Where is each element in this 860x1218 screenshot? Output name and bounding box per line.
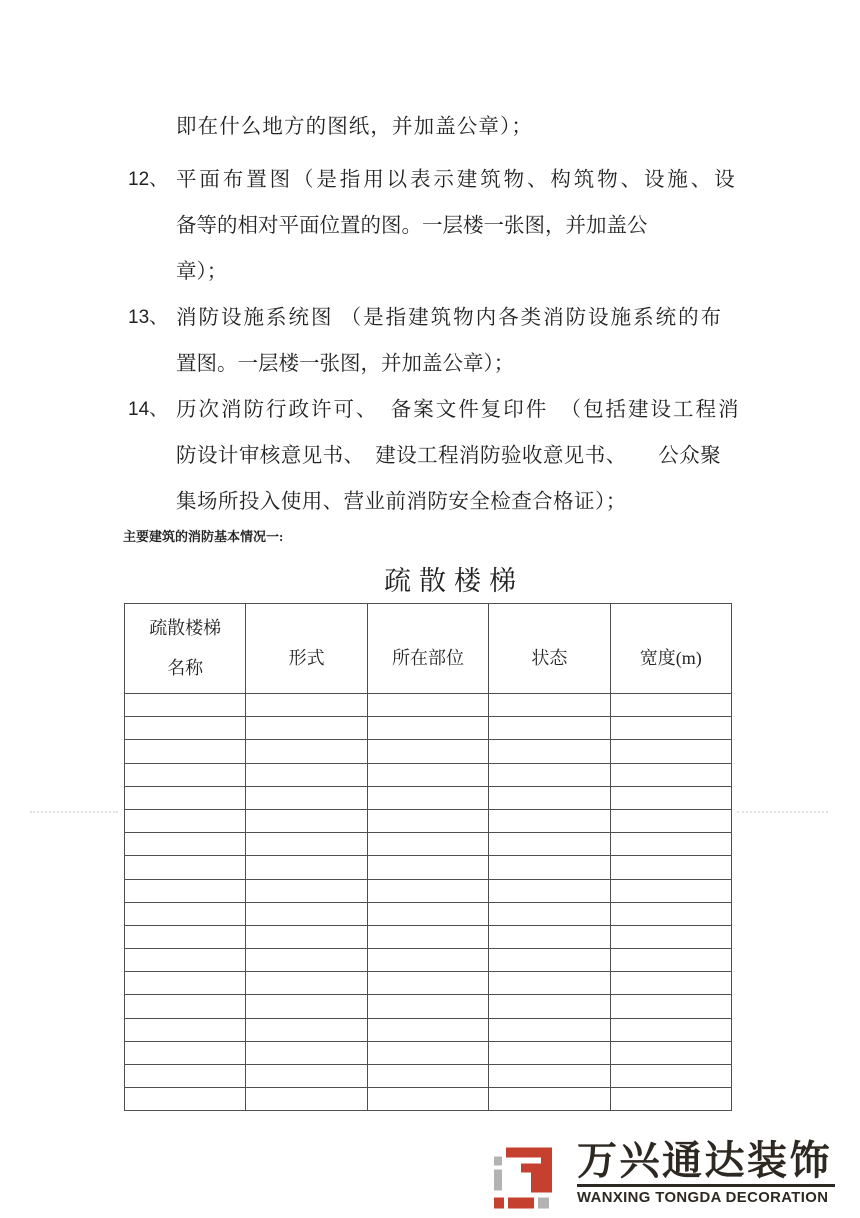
table-empty-row	[125, 1065, 732, 1088]
brand-name-cjk: 万兴通达装饰	[577, 1139, 832, 1183]
text-line: 备等的相对平面位置的图。一层楼一张图，并加盖公	[176, 215, 648, 237]
table-empty-cell	[489, 786, 610, 809]
table-empty-cell	[610, 925, 731, 948]
table-empty-cell	[246, 740, 367, 763]
table-empty-cell	[610, 949, 731, 972]
table-empty-cell	[610, 833, 731, 856]
table-empty-row	[125, 1088, 732, 1111]
evacuation-stairs-table	[124, 603, 732, 1111]
brand-logo-mark-icon	[493, 1144, 560, 1212]
table-empty-cell	[246, 1018, 367, 1041]
table-empty-cell	[125, 740, 246, 763]
table-empty-cell	[125, 925, 246, 948]
table-empty-row	[125, 995, 732, 1018]
list-number: 13、	[128, 307, 169, 328]
table-empty-row	[125, 786, 732, 809]
list-item-text	[176, 387, 741, 525]
table-empty-cell	[367, 856, 488, 879]
table-empty-cell	[125, 833, 246, 856]
table-empty-cell	[367, 786, 488, 809]
list-item-text	[176, 295, 723, 387]
table-empty-cell	[125, 856, 246, 879]
table-empty-cell	[367, 717, 488, 740]
text-line: 置图。一层楼一张图，并加盖公章）；	[176, 353, 515, 375]
table-empty-cell	[489, 694, 610, 717]
table-empty-cell	[246, 1065, 367, 1088]
table-empty-cell	[489, 1041, 610, 1064]
numbered-list	[128, 104, 768, 525]
table-empty-cell	[610, 1088, 731, 1111]
table-empty-cell	[610, 902, 731, 925]
table-empty-row	[125, 949, 732, 972]
table-empty-cell	[246, 856, 367, 879]
table-empty-row	[125, 763, 732, 786]
table-empty-row	[125, 925, 732, 948]
table-empty-cell	[125, 972, 246, 995]
brand-logo	[493, 1140, 835, 1212]
table-empty-row	[125, 879, 732, 902]
table-empty-cell	[610, 717, 731, 740]
table-empty-cell	[246, 925, 367, 948]
brand-logo-text	[577, 1140, 835, 1206]
table-empty-row	[125, 717, 732, 740]
table-empty-cell	[246, 763, 367, 786]
table-empty-row	[125, 902, 732, 925]
table-empty-cell	[246, 902, 367, 925]
table-empty-row	[125, 856, 732, 879]
table-empty-cell	[610, 995, 731, 1018]
table-empty-cell	[125, 1041, 246, 1064]
table-empty-cell	[367, 925, 488, 948]
text-line: 章）；	[176, 261, 228, 283]
table-empty-cell	[610, 763, 731, 786]
table-empty-cell	[489, 995, 610, 1018]
text-line: 即在什么地方的图纸，并加盖公章）；	[176, 116, 533, 138]
table-empty-cell	[610, 1065, 731, 1088]
table-empty-cell	[367, 763, 488, 786]
table-empty-cell	[489, 949, 610, 972]
table-empty-cell	[610, 856, 731, 879]
table-empty-row	[125, 1018, 732, 1041]
table-empty-cell	[367, 972, 488, 995]
table-empty-cell	[367, 949, 488, 972]
table-header-row	[125, 604, 732, 694]
table-empty-row	[125, 809, 732, 832]
table-empty-cell	[246, 717, 367, 740]
table-empty-cell	[125, 1018, 246, 1041]
text-line: 防设计审核意见书、 建设工程消防验收意见书、 公众聚	[176, 445, 722, 467]
table-empty-cell	[246, 833, 367, 856]
table-empty-cell	[367, 809, 488, 832]
table-empty-cell	[610, 879, 731, 902]
list-number: 14、	[128, 399, 169, 420]
table-empty-cell	[489, 833, 610, 856]
table-empty-cell	[125, 1088, 246, 1111]
list-item-12	[128, 157, 768, 295]
table-empty-cell	[610, 809, 731, 832]
table-empty-row	[125, 694, 732, 717]
table-empty-cell	[125, 694, 246, 717]
table-empty-cell	[610, 1018, 731, 1041]
table-empty-cell	[489, 717, 610, 740]
table-empty-cell	[246, 1041, 367, 1064]
table-empty-row	[125, 833, 732, 856]
table-empty-row	[125, 1041, 732, 1064]
table-empty-cell	[489, 972, 610, 995]
table-empty-cell	[367, 1088, 488, 1111]
table-empty-cell	[246, 809, 367, 832]
column-header-name	[125, 604, 246, 694]
table-body	[125, 694, 732, 1111]
table-empty-cell	[610, 972, 731, 995]
table-empty-cell	[367, 694, 488, 717]
page-break-marker-left	[30, 811, 118, 813]
table-empty-cell	[367, 879, 488, 902]
table-empty-row	[125, 740, 732, 763]
list-number: 12、	[128, 169, 169, 190]
table-empty-cell	[367, 833, 488, 856]
table-empty-cell	[489, 1065, 610, 1088]
list-item-13	[128, 295, 768, 387]
table-empty-cell	[367, 1065, 488, 1088]
list-item-text	[176, 157, 738, 295]
table-title: 疏散楼梯	[384, 566, 524, 596]
table-empty-cell	[489, 809, 610, 832]
table-empty-cell	[610, 786, 731, 809]
table-empty-cell	[125, 763, 246, 786]
table-empty-cell	[246, 694, 367, 717]
table-empty-cell	[246, 972, 367, 995]
table-empty-cell	[246, 995, 367, 1018]
table-empty-cell	[125, 949, 246, 972]
list-item-continuation	[176, 104, 768, 150]
table-empty-cell	[367, 740, 488, 763]
table-empty-cell	[246, 1088, 367, 1111]
table-empty-cell	[489, 925, 610, 948]
table-empty-cell	[489, 856, 610, 879]
brand-logo-divider	[577, 1184, 835, 1187]
column-header-name-line2: 名称	[167, 658, 204, 678]
table-empty-row	[125, 972, 732, 995]
list-item-14	[128, 387, 768, 525]
table-empty-cell	[367, 902, 488, 925]
table-empty-cell	[610, 740, 731, 763]
table-empty-cell	[125, 995, 246, 1018]
column-header-width: 宽度(m)	[610, 604, 731, 694]
table-empty-cell	[125, 809, 246, 832]
text-line: 集场所投入使用、营业前消防安全检查合格证）；	[176, 491, 627, 513]
column-header-name-line1: 疏散楼梯	[149, 618, 222, 638]
table-empty-cell	[125, 717, 246, 740]
table-empty-cell	[125, 1065, 246, 1088]
table-empty-cell	[246, 879, 367, 902]
column-header-location: 所在部位	[367, 604, 488, 694]
table-empty-cell	[489, 879, 610, 902]
table-empty-cell	[246, 786, 367, 809]
text-line: 平面布置图（是指用以表示建筑物、构筑物、设施、设	[176, 169, 738, 191]
table-empty-cell	[246, 949, 367, 972]
table-empty-cell	[489, 740, 610, 763]
table-empty-cell	[367, 1018, 488, 1041]
table-empty-cell	[610, 1041, 731, 1064]
page-break-marker-right	[737, 811, 828, 813]
table-empty-cell	[367, 995, 488, 1018]
table-empty-cell	[489, 1018, 610, 1041]
table-header	[125, 604, 732, 694]
column-header-status: 状态	[489, 604, 610, 694]
table-empty-cell	[489, 763, 610, 786]
table-empty-cell	[489, 1088, 610, 1111]
table-empty-cell	[610, 694, 731, 717]
column-header-form: 形式	[246, 604, 367, 694]
table-empty-cell	[489, 902, 610, 925]
text-line: 历次消防行政许可、 备案文件复印件 （包括建设工程消	[176, 399, 741, 421]
brand-name-latin: WANXING TONGDA DECORATION	[577, 1189, 829, 1206]
table-empty-cell	[125, 879, 246, 902]
table-empty-cell	[125, 902, 246, 925]
table-empty-cell	[125, 786, 246, 809]
text-line: 消防设施系统图 （是指建筑物内各类消防设施系统的布	[176, 307, 724, 329]
section-note: 主要建筑的消防基本情况一:	[123, 529, 284, 544]
table-empty-cell	[367, 1041, 488, 1064]
